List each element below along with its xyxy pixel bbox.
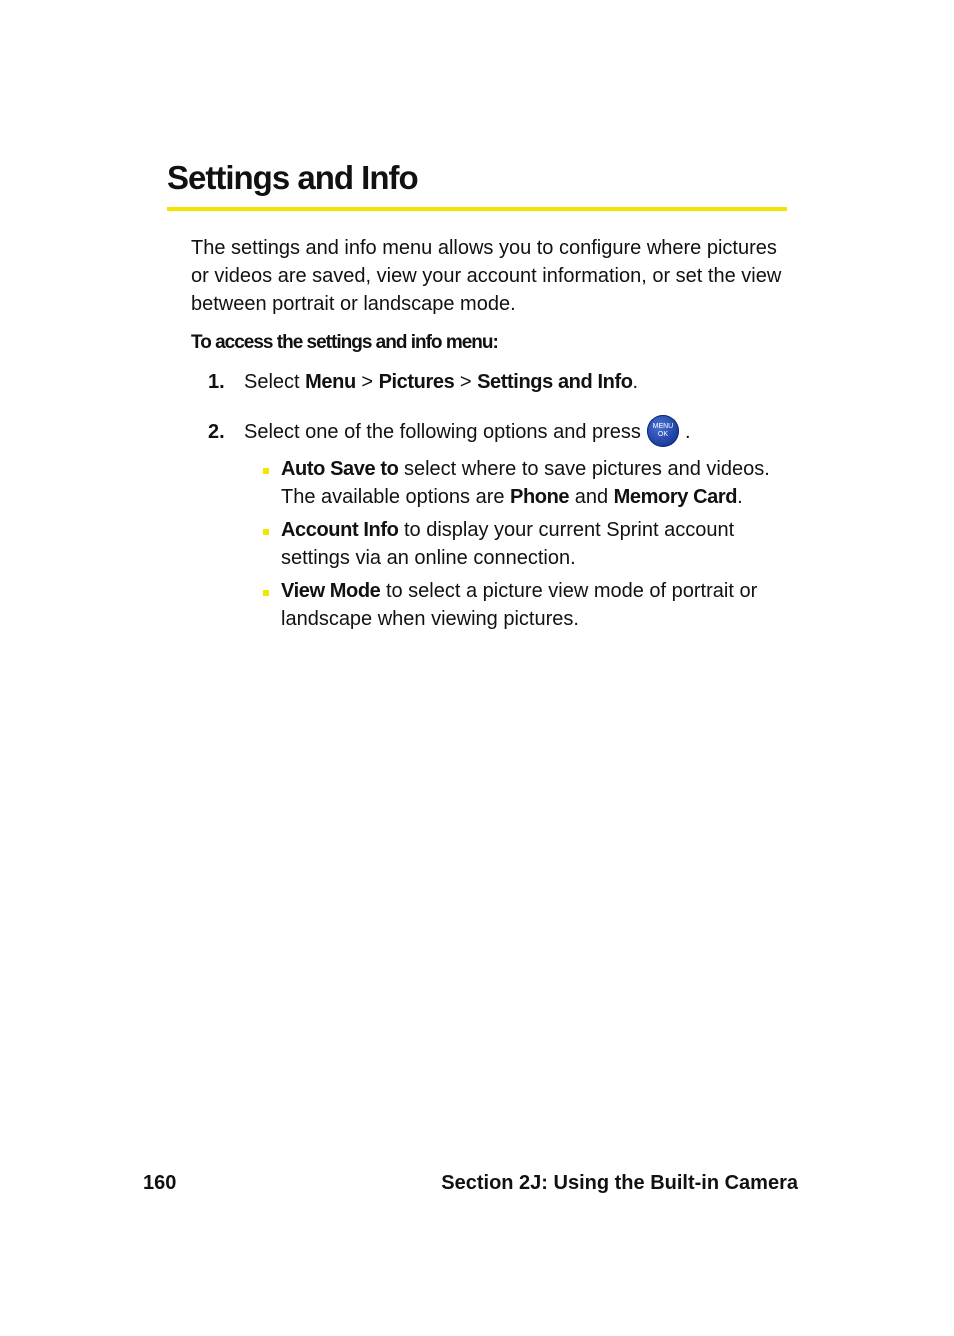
- option-text: to select a picture view mode of portrait or landscape when viewing pictures.: [281, 580, 758, 630]
- intro-paragraph: The settings and info menu allows you to configure where pictures or videos are saved, view your account information, or set the view between portrait or landscape mode.: [191, 237, 782, 315]
- step-number: 2.: [208, 421, 225, 443]
- option-term: View Mode: [281, 580, 381, 602]
- page-number: 160: [143, 1172, 177, 1194]
- option-value: Memory Card: [613, 485, 738, 508]
- step-text: Select: [244, 371, 306, 393]
- section-title: Section 2J: Using the Built-in Camera: [441, 1172, 798, 1194]
- option-term: Auto Save to: [281, 458, 399, 480]
- option-end: .: [737, 485, 743, 508]
- option-text: and: [569, 485, 614, 508]
- path-separator: >: [454, 371, 478, 393]
- bullet-square-icon: [263, 529, 269, 535]
- step-number: 1.: [208, 371, 225, 393]
- settings-term: Settings and Info: [477, 371, 633, 393]
- list-item: [262, 456, 792, 511]
- step-text: Select one of the following options and press: [244, 421, 641, 443]
- bullet-square-icon: [263, 590, 269, 596]
- ok-key-label: OK: [657, 430, 668, 438]
- step-2: [208, 418, 691, 447]
- list-item: [262, 517, 792, 572]
- bullet-square-icon: [263, 468, 269, 474]
- step-1: [208, 368, 638, 396]
- title-underline: [167, 207, 787, 211]
- step-end: .: [632, 371, 639, 393]
- procedure-heading: To access the settings and info menu:: [191, 332, 498, 353]
- option-text: to display your current Sprint account settings via an online connection.: [281, 519, 735, 569]
- path-separator: >: [355, 371, 379, 393]
- option-term: Account Info: [281, 519, 399, 541]
- list-item: [262, 578, 792, 633]
- menu-key-label: MENU: [652, 422, 674, 430]
- pictures-term: Pictures: [378, 371, 455, 393]
- step-end: .: [684, 421, 691, 443]
- option-text: select where to save pictures and videos. The available options are: [281, 458, 770, 508]
- menu-term: Menu: [305, 371, 356, 393]
- menu-ok-key-icon: [647, 415, 679, 447]
- page-title: Settings and Info: [167, 159, 418, 196]
- options-list: [262, 456, 792, 639]
- option-value: Phone: [510, 485, 570, 508]
